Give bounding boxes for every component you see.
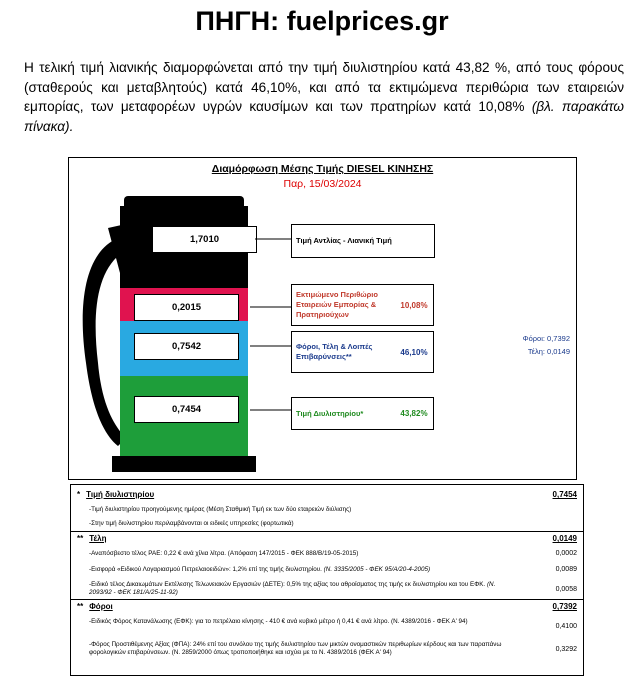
- divider: [71, 531, 583, 532]
- intro-text: Η τελική τιμή λιανικής διαμορφώνεται από την τιμή διυλιστηρίου κατά 43,82 %, από τους φόρους (σταθερούς και μεταβλητούς) κατά 46,10%, και από τα εκτιμώμενα περιθώρια των εταιρειών εμπορίας, των μεταφορέων υγρών καυσίμων και των πρατηρίων κατά 10,08%: [24, 60, 624, 114]
- figure-date: Παρ, 15/03/2024: [283, 178, 362, 190]
- row-label: Τέλη: [89, 534, 107, 543]
- divider: [71, 599, 583, 600]
- intro-note: (βλ. παρακάτω πίνακα).: [24, 99, 624, 134]
- row-mark: **: [77, 602, 84, 611]
- connector-lines: [250, 220, 295, 420]
- margin-label: Εκτιμώμενο Περιθώριο Εταιρειών Εμπορίας & Πρατηριούχων: [296, 290, 378, 319]
- row-mark: *: [77, 490, 81, 499]
- pump-price-label: Τιμή Αντλίας - Λιανική Τιμή: [291, 224, 435, 258]
- figure-title: Διαμόρφωση Μέσης Τιμής DIESEL ΚΙΝΗΣΗΣ: [211, 163, 434, 175]
- margin-value: 0,2015: [134, 294, 239, 321]
- taxes-label: Φόροι, Τέλη & Λοιπές Επιβαρύνσεις**: [296, 342, 373, 361]
- row-value: 0,0149: [552, 534, 577, 543]
- margin-label-box: [291, 284, 434, 326]
- row-label: Τιμή διυλιστηρίου: [86, 490, 155, 499]
- taxes-label-box: [291, 331, 434, 373]
- refinery-pct: 43,82%: [400, 409, 428, 418]
- pump-base: [112, 456, 256, 472]
- side-fees: [470, 347, 570, 356]
- intro-paragraph: [24, 58, 624, 136]
- details-table: * Τιμή διυλιστηρίου 0,7454 -Τιμή διυλιστηρίου προηγούμενης ημέρας (Μέση Σταθμική Τιμή εκ των δύο εταιρειών διύλισης) -Στην τιμή διυλιστηρίου περιλαμβάνονται οι ειδικές υπηρεσίες (φορτωτικά) ** Τέλη 0,0149 -Αναπόσβεστο τέλος ΡΑΕ: 0,22 € ανά χίλια λίτρα. (Απόφαση 147/2015 - ΦΕΚ 888/Β/19-05-2015) 0,0002 -Εισφορά «Ειδικού Λογαριασμού Πετρελαιοειδών»: 1,2% επί της τιμής διυλιστηρίου. (Ν. 3335/2005 - ΦΕΚ 95/Α/20-4-2005) 0,0089 -Ειδικό τέλος Δικαιωμάτων Εκτέλεσης Τελωνειακών Εργασιών (ΔΕΤΕ): 0,5% της αξίας του αθροίσματος της τιμής εκ διυλιστηρίου και του ΕΦΚ. (Ν. 2093/92 - ΦΕΚ 181/Α/25-11-92) 0,0058 ** Φόροι 0,7392 -Ειδικός Φόρος Κατανάλωσης (ΕΦΚ): για το πετρέλαιο κίνησης - 410 € ανά κυβικό μέτρο ή 0,41 € ανά λίτρο. (Ν. 4389/2016 - ΦΕΚ Α' 94) 0,4100 -Φόρος Προστιθέμενης Αξίας (ΦΠΑ): 24% επί του συνόλου της τιμής διυλιστηρίου των μικτών ονομαστικών περιθωρίων κέρδους και των παραπάνω φορολογικών επιβαρύνσεων. (Ν. 2859/2000 όπως τροποποιήθηκε και ισχύει με το Ν. 4389/2016 (ΦΕΚ Α' 94) 0,3292: [70, 484, 584, 676]
- page-title: ΠΗΓΗ: fuelprices.gr: [195, 6, 449, 36]
- refinery-value: 0,7454: [134, 396, 239, 423]
- taxes-value: 0,7542: [134, 333, 239, 360]
- side-taxes: [470, 334, 570, 343]
- pump-top: [124, 196, 244, 210]
- side-teli-label: Τέλη:: [527, 347, 545, 356]
- refinery-label-box: [291, 397, 434, 430]
- row-label: Φόροι: [89, 602, 113, 611]
- pump-price-value: 1,7010: [152, 226, 257, 253]
- side-teli-value: 0,0149: [547, 347, 570, 356]
- refinery-label: Τιμή Διυλιστηρίου*: [296, 408, 364, 418]
- row-mark: **: [77, 534, 84, 543]
- side-foroi-label: Φόροι:: [522, 334, 545, 343]
- taxes-pct: 46,10%: [400, 347, 428, 357]
- row-value: 0,7454: [552, 490, 577, 499]
- row-value: 0,7392: [552, 602, 577, 611]
- margin-pct: 10,08%: [400, 300, 428, 310]
- side-foroi-value: 0,7392: [547, 334, 570, 343]
